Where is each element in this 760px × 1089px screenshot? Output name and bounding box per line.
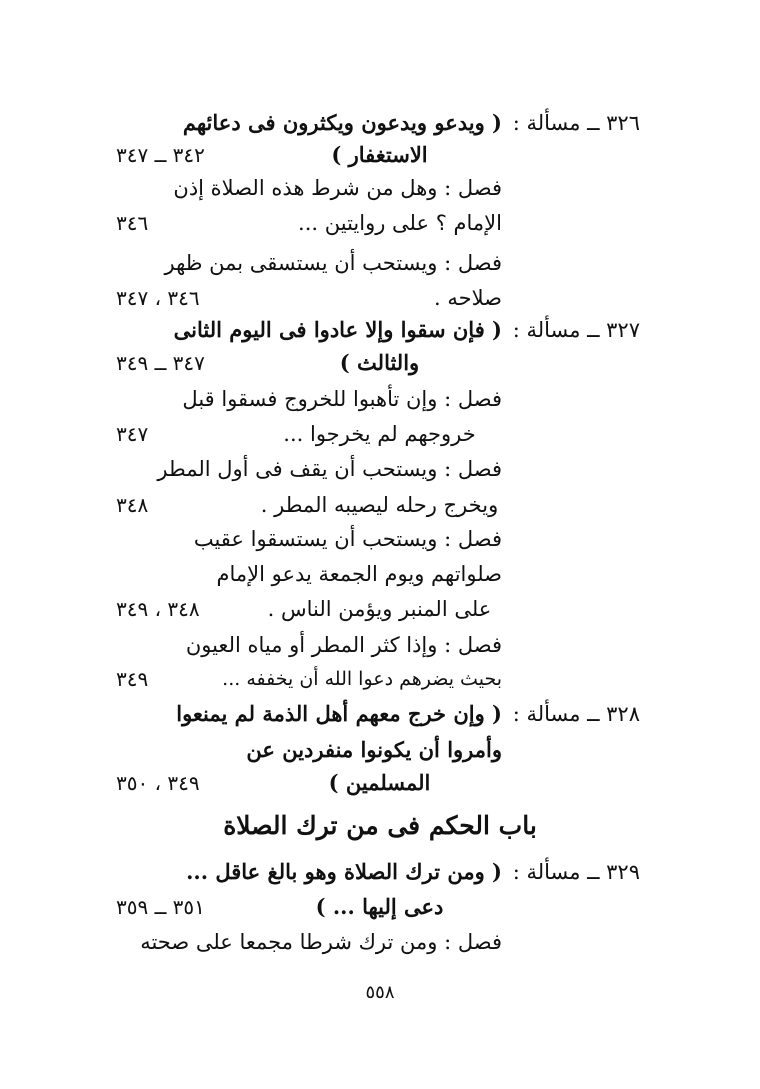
page-ref: ٣٤٧ ــ ٣٤٩	[116, 351, 205, 375]
issue-text-326-cont: الاستغفار )	[331, 142, 428, 167]
section-text: فصل : وإذا كثر المطر أو مياه العيون	[185, 633, 502, 657]
page-number: ٥٥٨	[365, 982, 395, 1003]
page-ref: ٣٤٦	[116, 211, 149, 235]
section-text: خروجهم لم يخرجوا ...	[283, 422, 476, 446]
issue-text-329-cont: دعى إليها ... )	[315, 894, 444, 919]
page-ref: ٣٥١ ــ ٣٥٩	[116, 895, 205, 919]
issue-text-328-cont: وأمروا أن يكونوا منفردين عن	[246, 737, 502, 762]
chapter-title: باب الحكم فى من ترك الصلاة	[223, 811, 537, 840]
page-ref: ٣٤٨ ، ٣٤٩	[116, 597, 200, 621]
section-text: فصل : ويستحب أن يستسقى بمن ظهر	[164, 251, 502, 275]
section-text: فصل : وهل من شرط هذه الصلاة إذن	[173, 176, 502, 200]
page-ref: ٣٤٩	[116, 667, 149, 691]
section-text: صلواتهم ويوم الجمعة يدعو الإمام	[216, 562, 502, 586]
section-text: فصل : ويستحب أن يقف فى أول المطر	[157, 457, 502, 481]
section-text: فصل : وإن تأهبوا للخروج فسقوا قبل	[182, 387, 502, 411]
page-ref: ٣٤٢ ــ ٣٤٧	[116, 143, 205, 167]
section-text: فصل : ويستحب أن يستسقوا عقيب	[193, 527, 502, 551]
issue-text-328-cont: المسلمين )	[328, 770, 431, 795]
section-text: صلاحه .	[434, 286, 502, 310]
issue-text-328: ( وإن خرج معهم أهل الذمة لم يمنعوا	[176, 701, 502, 726]
section-text: على المنبر ويؤمن الناس .	[267, 597, 492, 621]
entry-number-328: ٣٢٨ ــ مسألة :	[512, 702, 640, 726]
section-text: ويخرج رحله ليصيبه المطر .	[260, 493, 499, 517]
issue-text-327: ( فإن سقوا وإلا عادوا فى اليوم الثانى	[173, 317, 502, 342]
page-ref: ٣٤٧	[116, 422, 149, 446]
issue-text-326: ( ويدعو ويدعون ويكثرون فى دعائهم	[182, 110, 502, 135]
entry-number-329: ٣٢٩ ــ مسألة :	[512, 860, 640, 884]
page-ref: ٣٤٩ ، ٣٥٠	[116, 771, 200, 795]
issue-text-327-cont: والثالث )	[339, 350, 420, 375]
section-text: بحيث يضرهم دعوا الله أن يخففه ...	[222, 668, 502, 690]
issue-text-329: ( ومن ترك الصلاة وهو بالغ عاقل ...	[186, 859, 502, 884]
section-text: الإمام ؟ على روايتين ...	[298, 211, 502, 235]
entry-number-326: ٣٢٦ ــ مسألة :	[512, 111, 640, 135]
entry-number-327: ٣٢٧ ــ مسألة :	[512, 318, 640, 342]
section-text: فصل : ومن ترك شرطا مجمعا على صحته	[140, 930, 502, 954]
page-ref: ٣٤٦ ، ٣٤٧	[116, 286, 200, 310]
page-ref: ٣٤٨	[116, 493, 149, 517]
